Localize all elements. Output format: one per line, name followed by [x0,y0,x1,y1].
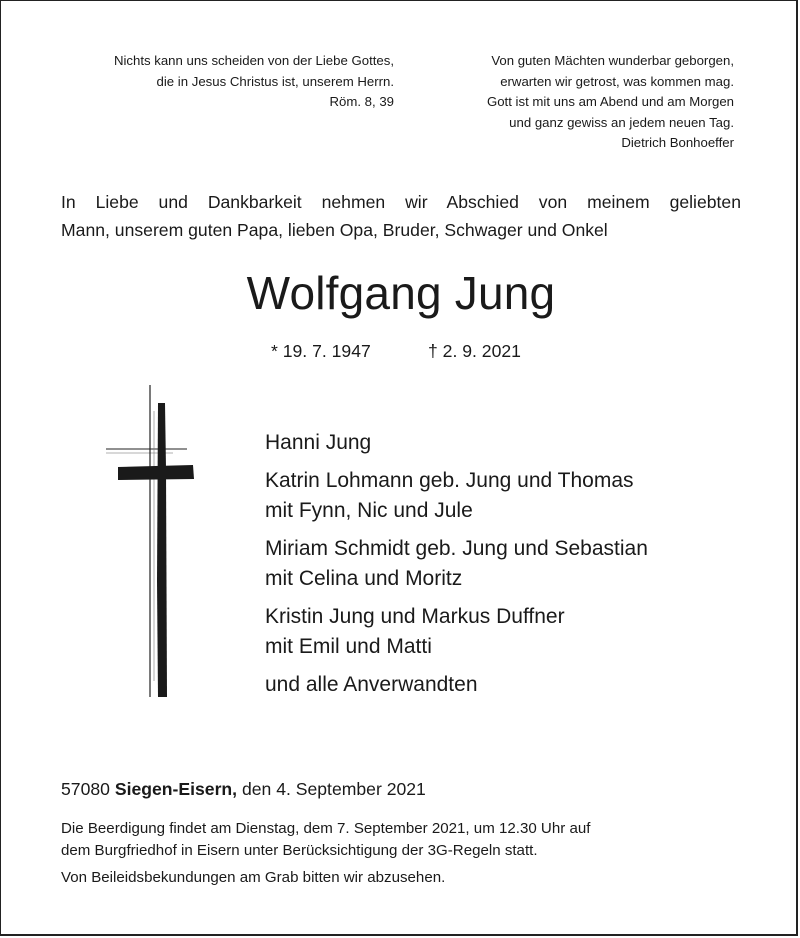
mourner-line: und alle Anverwandten [265,673,478,696]
mourner-line: Kristin Jung und Markus Duffner [265,605,565,628]
notice-line: dem Burgfriedhof in Eisern unter Berücksichtigung der 3G-Regeln statt. [61,841,538,859]
verse-line: die in Jesus Christus ist, unserem Herrn. [156,73,394,89]
notice-date: den 4. September 2021 [241,779,426,799]
mourner-line: mit Celina und Moritz [265,567,463,590]
mourners-list [265,428,648,708]
mourner-line: Hanni Jung [265,431,372,454]
condolence-line: Von Beileidsbekundungen am Grab bitten wir abzusehen. [61,869,446,886]
intro-line: Mann, unserem guten Papa, lieben Opa, Bruder, Schwager und Onkel [61,220,608,240]
verse-line: erwarten wir getrost, was kommen mag. [500,73,734,89]
verse-source: Röm. 8, 39 [329,94,394,109]
verse-line: Von guten Mächten wunderbar geborgen, [491,53,734,68]
verse-line: Gott ist mit uns am Abend und am Morgen [486,94,734,109]
town: Siegen-Eisern, [114,779,238,799]
mourner-line: Miriam Schmidt geb. Jung und Sebastian [265,537,648,560]
postal-code: 57080 [61,779,110,799]
mourner-group [265,602,648,662]
mourner-line: mit Emil und Matti [265,635,432,658]
deceased-name: Wolfgang Jung [246,267,556,319]
place-and-date [61,777,426,801]
funeral-notice [61,818,590,889]
mourner-group [265,428,648,458]
birth-date: * 19. 7. 1947 [271,341,371,361]
intro-line: In Liebe und Dankbarkeit nehmen wir Abschied von meinem geliebten [61,192,741,212]
mourner-group [265,466,648,526]
intro-text [61,188,741,244]
verse-line: Nichts kann uns scheiden von der Liebe Gottes, [113,53,394,68]
bible-verse [114,51,394,113]
mourner-group [265,670,648,700]
verse-author: Dietrich Bonhoeffer [621,135,734,150]
notice-line: Die Beerdigung findet am Dienstag, dem 7. September 2021, um 12.30 Uhr auf [61,820,591,837]
mourner-line: Katrin Lohmann geb. Jung und Thomas [265,469,634,492]
poem-verse [487,51,734,154]
verse-line: und ganz gewiss an jedem neuen Tag. [509,114,734,130]
mourner-group [265,534,648,594]
death-date: † 2. 9. 2021 [428,341,521,361]
cross-icon [101,381,211,703]
mourner-line: mit Fynn, Nic und Jule [265,499,473,522]
